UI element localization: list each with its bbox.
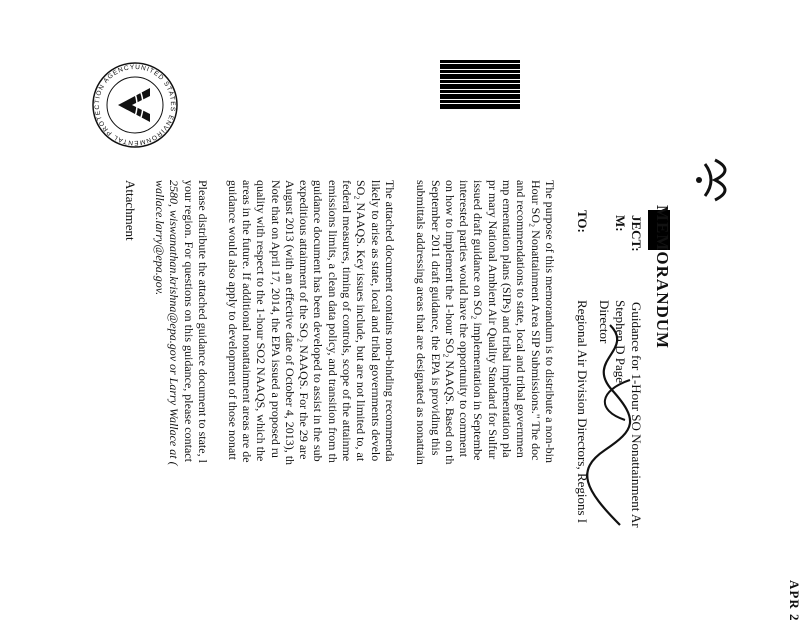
- from-label: M:: [613, 215, 628, 232]
- paragraph-line: SO₂ NAAQS. Key issues include, but are not limited to, at: [354, 180, 369, 462]
- paragraph-line: guidance would also apply to development of those nonatt: [225, 180, 240, 460]
- memo-date: APR 2: [787, 580, 802, 622]
- paragraph-line: pr mary National Ambient Air Quality Standard for Sulfur: [485, 180, 500, 460]
- paragraph-line: likely to arise as state, local and tribal governments develo: [368, 180, 383, 462]
- paragraph-line: Hour SO₂ Nonattainment Area SIP Submissions." The doc: [528, 180, 543, 461]
- paragraph-line: The attached document contains non-binding recommenda: [383, 180, 397, 462]
- paragraph-line: Please distribute the attached guidance document to state, l: [196, 180, 210, 463]
- paragraph-line: mp ementation plans (SIPs) and tribal implementation pla: [500, 180, 515, 458]
- paragraph-line: The purpose of this memorandum is to distribute a non-bin: [543, 180, 557, 463]
- paragraph-line: submittals addressing areas that are designated as nonattain: [414, 180, 429, 465]
- paragraph-line: and recommendations to state, local and tribal governmen: [514, 180, 529, 458]
- paragraph-line: September 2011 draft guidance, the EPA is providing this: [428, 180, 443, 456]
- to-value: Regional Air Division Directors, Regions I: [575, 300, 590, 524]
- to-label: TO:: [575, 210, 590, 233]
- paragraph-line: federal measures, timing of controls, scope of the attainme: [340, 180, 355, 462]
- from-title: Director: [597, 300, 612, 344]
- memo-title-text: MEMORANDUM: [653, 205, 672, 350]
- paragraph-line: quality with respect to the 1-hour SO2 NAAQS, which the: [254, 180, 269, 462]
- from-name: Stephen D Page: [613, 300, 628, 384]
- paragraph-line: wallace.larry@epa.gov.: [153, 180, 168, 296]
- seal-ring-text: UNITED STATES ENVIRONMENTAL PROTECTION AGENCY: [93, 63, 177, 147]
- paragraph-line: Note that on April 17, 2014, the EPA issued a proposed ru: [268, 180, 283, 458]
- paragraph-line: emissions limits, a clean data policy, and transition from th: [325, 180, 340, 463]
- paragraph-line: 2580, wiswanathan.krishna@epa.gov or Larry Wallace at (: [167, 180, 182, 466]
- paragraph-line: areas in the future. If additional nonattainment areas are de: [240, 180, 254, 463]
- subject-label: JECT:: [629, 215, 644, 252]
- paragraph-line: guidance document has been developed to assist in the sub: [311, 180, 326, 462]
- paragraph-line: expeditious attainment of the SO₂ NAAQS. For the 29 are: [297, 180, 312, 460]
- paragraph-line: August 2013 (with an effective date of October 4, 2013), th: [282, 180, 297, 466]
- subject-value: Guidance for 1-Hour SO Nonattainment Ar: [629, 302, 644, 528]
- paragraph-line: issued draft guidance on SO₂ implementation in Septembe: [471, 180, 486, 461]
- paragraph-line: on how to implement the 1-hour SO₂ NAAQS. Based on th: [442, 180, 457, 465]
- paragraph-line: interested parties would have the opportunity to comment: [457, 180, 472, 457]
- attachment-label: Attachment: [123, 180, 138, 241]
- paragraph-line: your region. For questions on this guidance, please contact: [181, 180, 196, 462]
